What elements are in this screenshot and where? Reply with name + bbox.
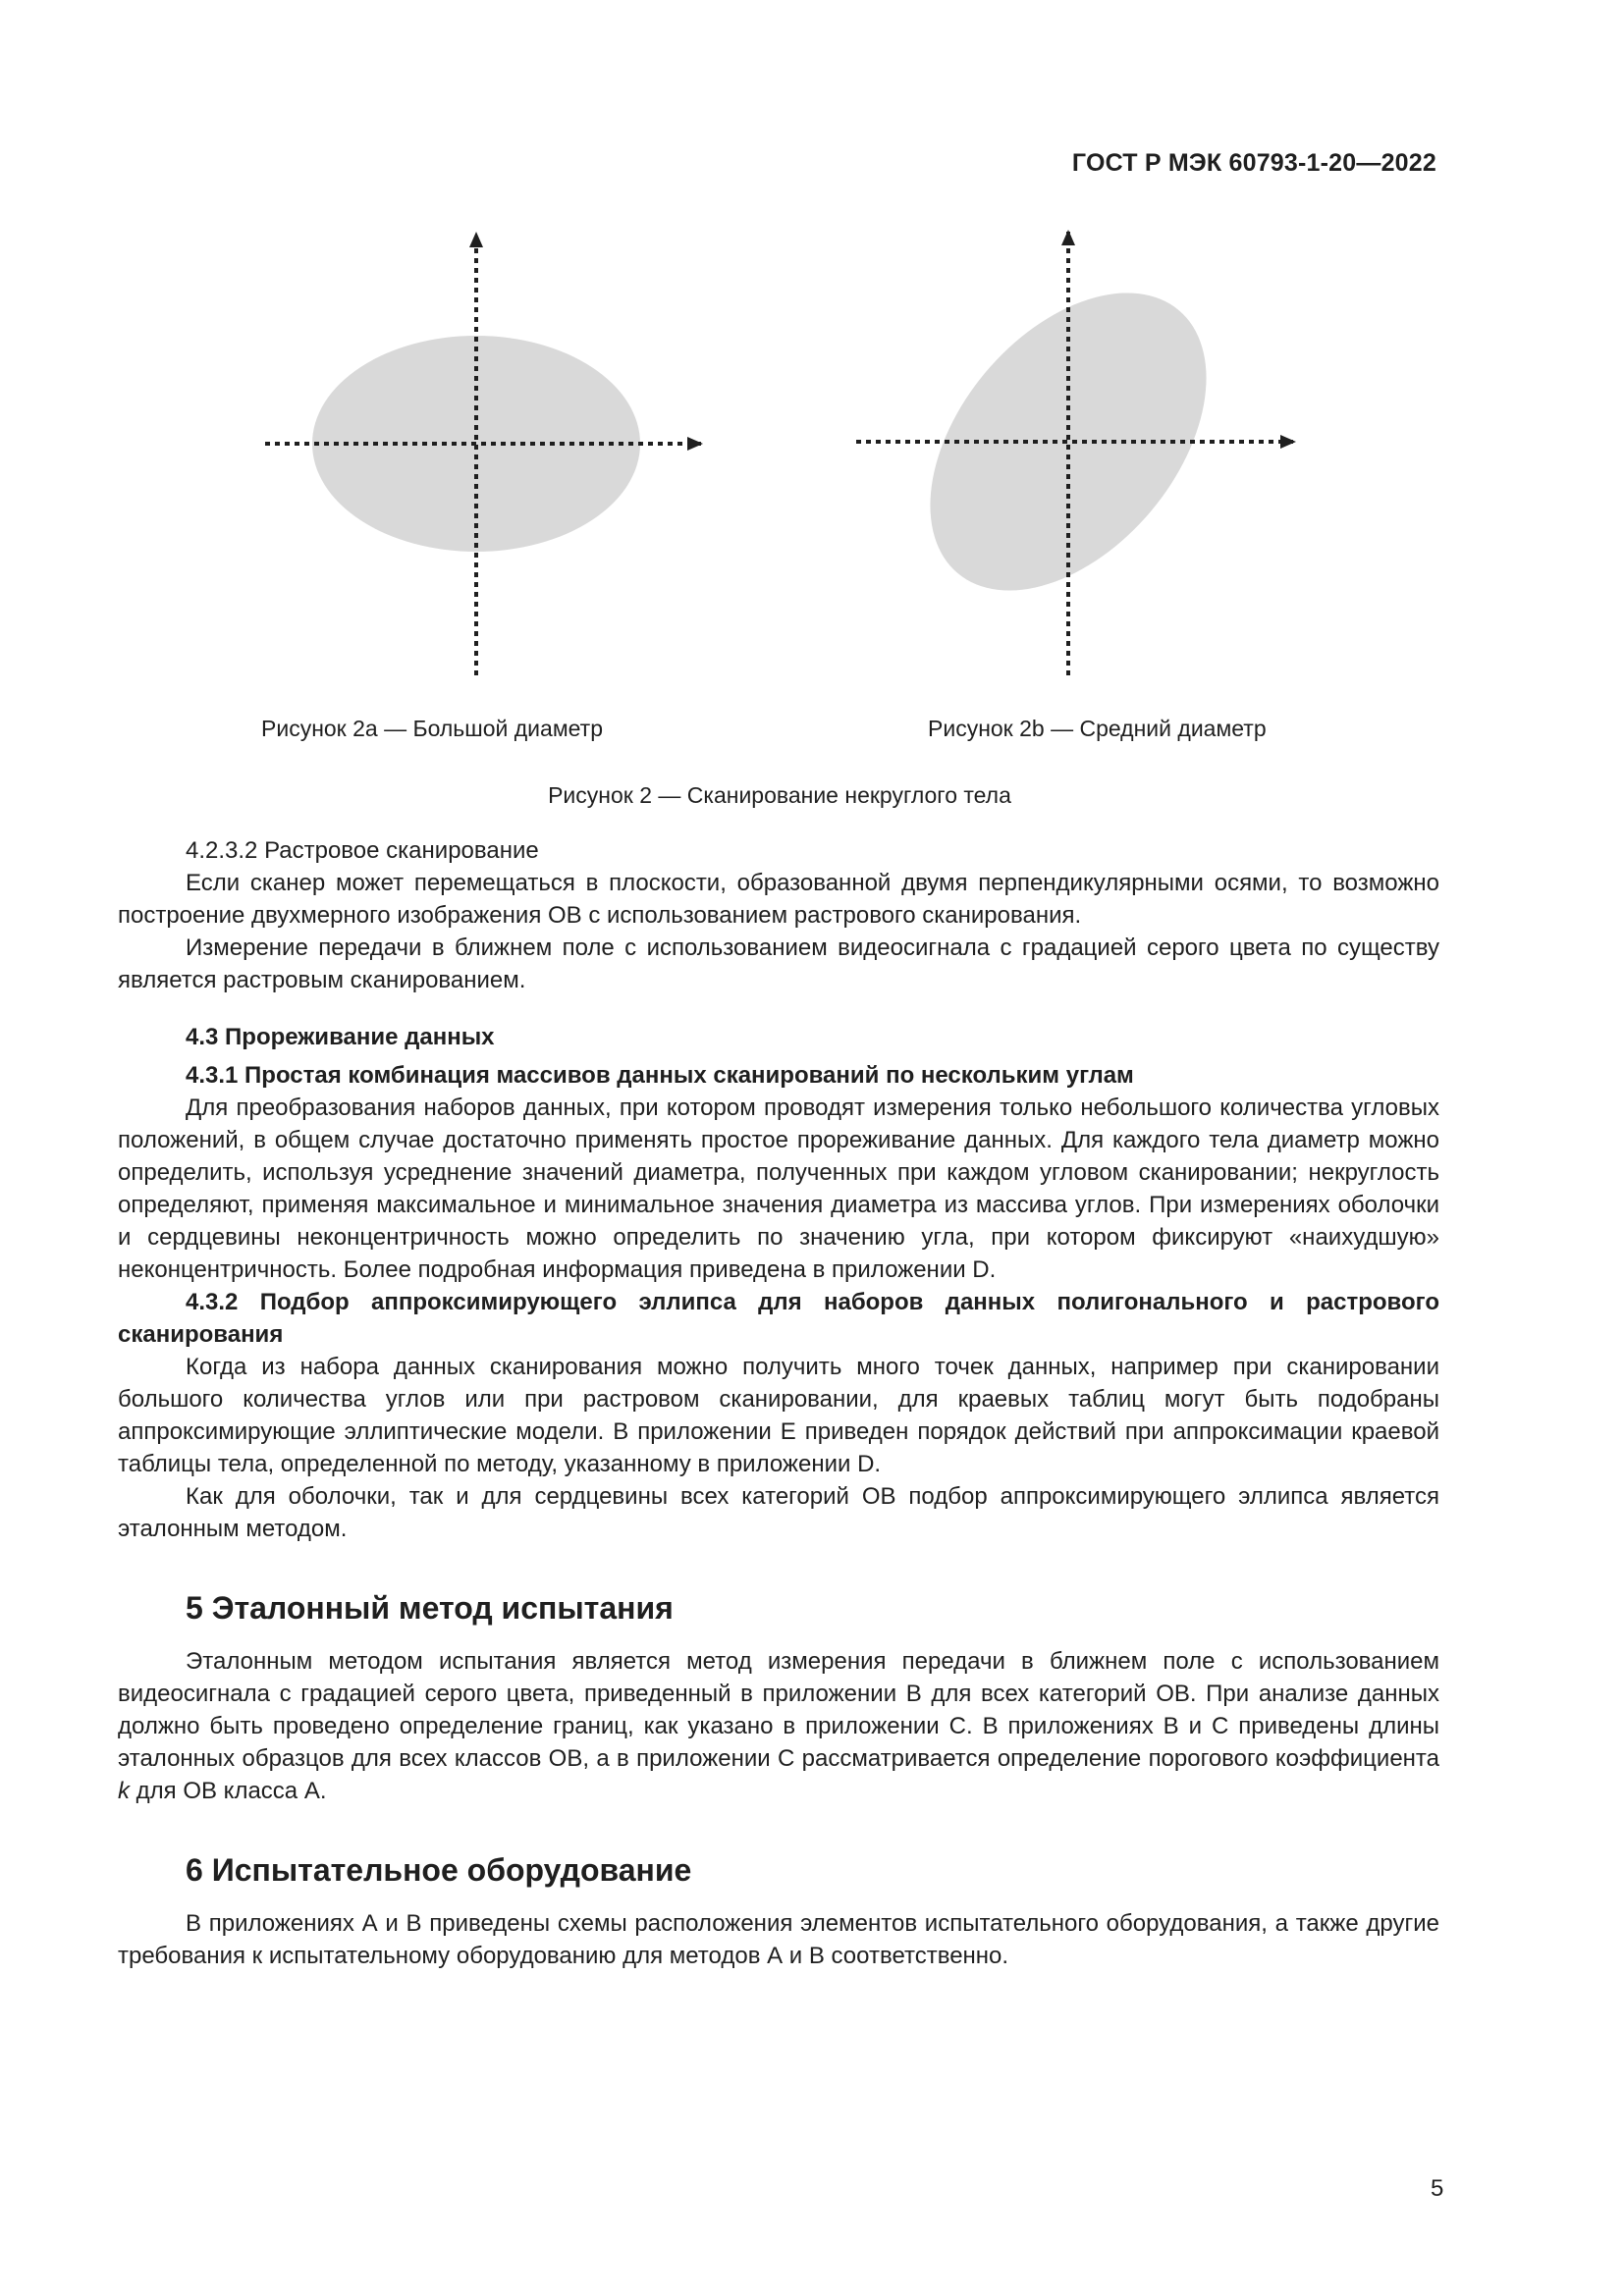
section-4-3-title: 4.3 Прореживание данных [186,1024,495,1050]
figure-2 [0,0,1624,766]
paragraph: Когда из набора данных сканирования можно получить много точек данных, например при сканировании большого количества углов или при растровом сканировании, для краевых таблиц могут быть подобраны аппроксимирующие эллиптические модели. В приложении Е приведен порядок действий при аппроксимации краевой таблицы тела, определенной по методу, указанному в приложении D. [118,1354,1439,1477]
section-4-3-1-title: 4.3.1 Простая комбинация массивов данных сканирований по нескольким углам [186,1062,1134,1089]
text-run: Эталонным методом испытания является метод измерения передачи в ближнем поле с использованием видеосигнала с градацией серого цвета, приведенный в приложении В для всех категорий ОВ. При анализе данных должно быть проведено определение границ, как указано в приложении С. В приложениях В и С приведены длины эталонных образцов для всех классов ОВ, а в приложении С рассматривается определение порогового коэффициента [118,1648,1439,1772]
figure-2a-caption: Рисунок 2а — Большой диаметр [261,716,603,741]
paragraph [118,1645,1439,1807]
page-number: 5 [1431,2175,1444,2202]
paragraph: Как для оболочки, так и для сердцевины всех категорий ОВ подбор аппроксимирующего эллипса является эталонным методом. [118,1483,1439,1542]
coefficient-k: k [118,1778,130,1804]
figure-2a [265,234,701,675]
figure-2b [856,232,1294,675]
figure-2b-caption: Рисунок 2b — Средний диаметр [928,716,1267,741]
section-5-title: 5 Эталонный метод испытания [186,1590,674,1626]
body-text [118,834,1439,1972]
paragraph: В приложениях А и В приведены схемы расположения элементов испытательного оборудования, а также другие требования к испытательному оборудованию для методов А и В соответственно. [118,1910,1439,1969]
section-6-title: 6 Испытательное оборудование [186,1852,692,1888]
paragraph: Измерение передачи в ближнем поле с использованием видеосигнала с градацией серого цвета по существу является растровым сканированием. [118,934,1439,993]
section-4-2-3-2-title: 4.2.3.2 Растровое сканирование [186,837,539,864]
section-4-3-2-title: 4.3.2 Подбор аппроксимирующего эллипса для наборов данных полигонального и растрового сканирования [118,1289,1439,1348]
figure-2-caption: Рисунок 2 — Сканирование некруглого тела [548,782,1011,808]
document-header: ГОСТ Р МЭК 60793-1-20—2022 [1071,149,1436,177]
text-run: для ОВ класса А. [130,1778,327,1804]
paragraph: Для преобразования наборов данных, при котором проводят измерения только небольшого количества угловых положений, в общем случае достаточно применять простое прореживание данных. Для каждого тела диаметр можно определить, используя усреднение значений диаметра, полученных при каждом угловом сканировании; некруглость определяют, применяя максимальное и минимальное значения диаметра из массива углов. При измерениях оболочки и сердцевины неконцентричность можно определить по значению угла, при котором фиксируют «наихудшую» неконцентричность. Более подробная информация приведена в приложении D. [118,1095,1439,1283]
paragraph: Если сканер может перемещаться в плоскости, образованной двумя перпендикулярными осями, то возможно построение двухмерного изображения ОВ с использованием растрового сканирования. [118,870,1439,929]
